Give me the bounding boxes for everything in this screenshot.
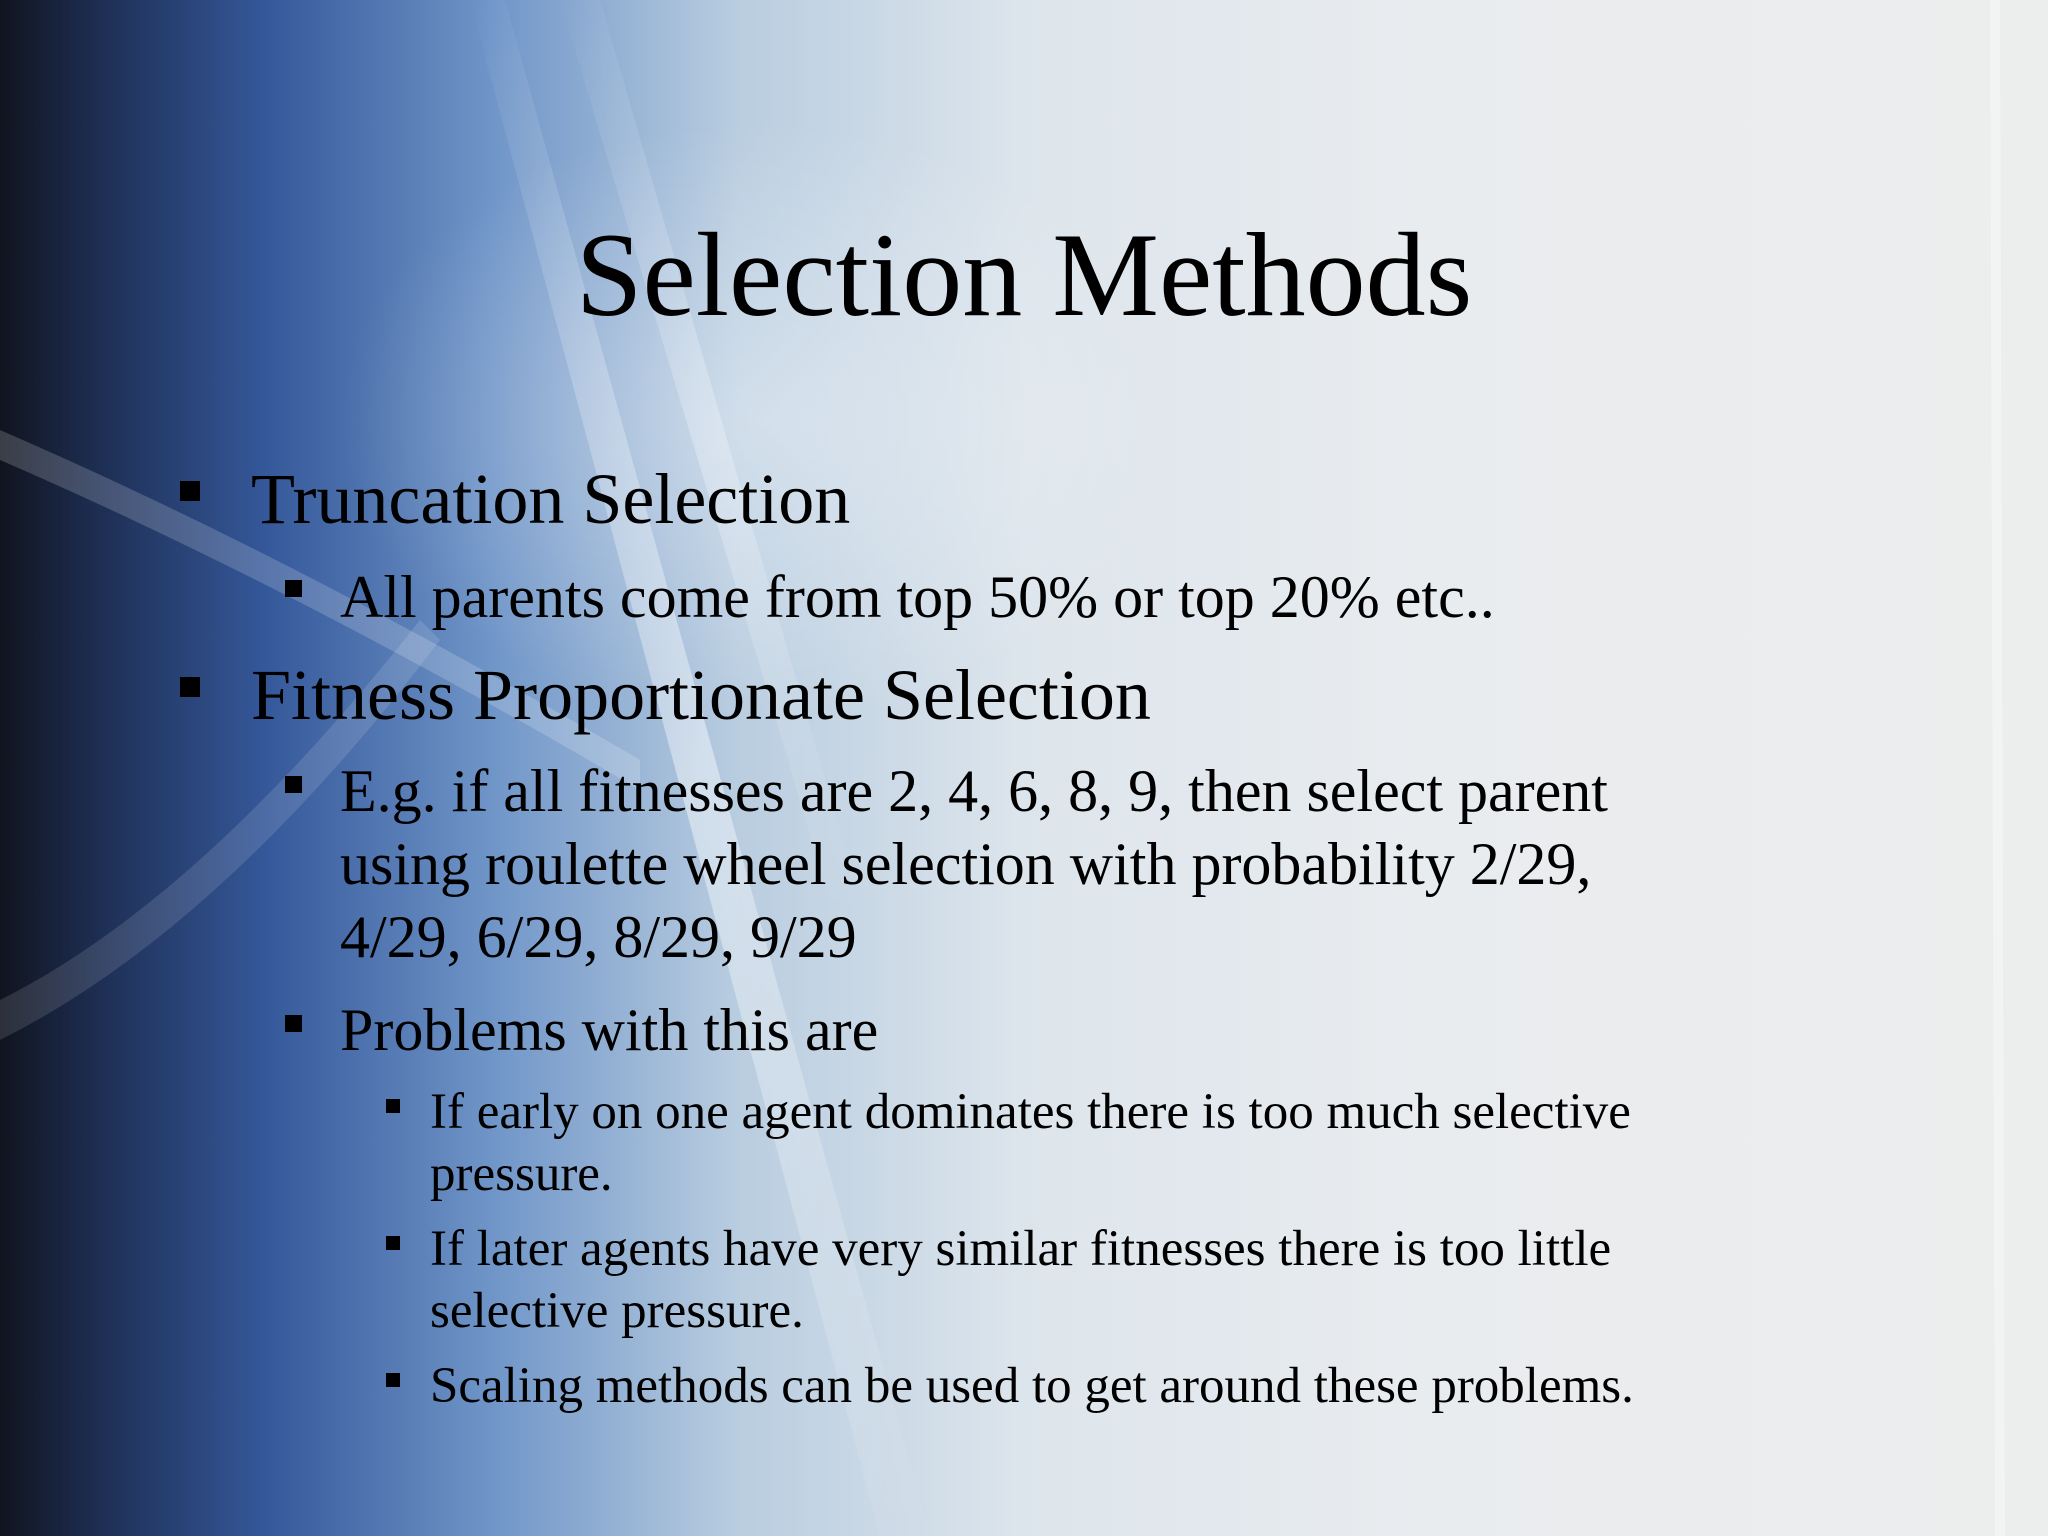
bullet-text-line-2: pressure. [430, 1146, 613, 1202]
bullet-item-example [340, 755, 1608, 974]
square-bullet-icon [386, 1236, 400, 1250]
bullet-item-problems [340, 994, 878, 1067]
bullet-text-line-3: 4/29, 6/29, 8/29, 9/29 [340, 904, 857, 970]
bullet-text: Problems with this are [340, 997, 879, 1063]
bullet-text: Fitness Proportionate Selection [251, 655, 1151, 735]
bullet-text-line-1: If early on one agent dominates there is too much selective [430, 1084, 1631, 1140]
bullet-text: Truncation Selection [251, 459, 851, 539]
bullet-item-truncation-selection [251, 459, 850, 539]
bullet-item-fitness-proportionate [251, 655, 1151, 735]
bullet-text-line-1: E.g. if all fitnesses are 2, 4, 6, 8, 9, then select parent [340, 758, 1608, 824]
square-bullet-icon [285, 580, 302, 597]
bullet-text: Scaling methods can be used to get around these problems. [430, 1358, 1634, 1414]
bullet-text-line-2: using roulette wheel selection with probability 2/29, [340, 831, 1592, 897]
square-bullet-icon [386, 1099, 400, 1113]
bullet-item-similar-fitnesses [430, 1218, 1611, 1342]
square-bullet-icon [285, 1015, 302, 1032]
bullet-item-scaling-methods [430, 1355, 1634, 1417]
bullet-item-early-dominates [430, 1081, 1631, 1205]
square-bullet-icon [386, 1373, 400, 1387]
bullet-text-line-1: If later agents have very similar fitnesses there is too little [430, 1221, 1612, 1277]
bullet-item-all-parents [340, 561, 1495, 634]
square-bullet-icon [285, 776, 302, 793]
bullet-text: All parents come from top 50% or top 20% etc.. [340, 564, 1495, 630]
square-bullet-icon [180, 481, 200, 501]
square-bullet-icon [180, 677, 200, 697]
bullet-text-line-2: selective pressure. [430, 1283, 804, 1339]
slide-title: Selection Methods [575, 208, 1473, 341]
